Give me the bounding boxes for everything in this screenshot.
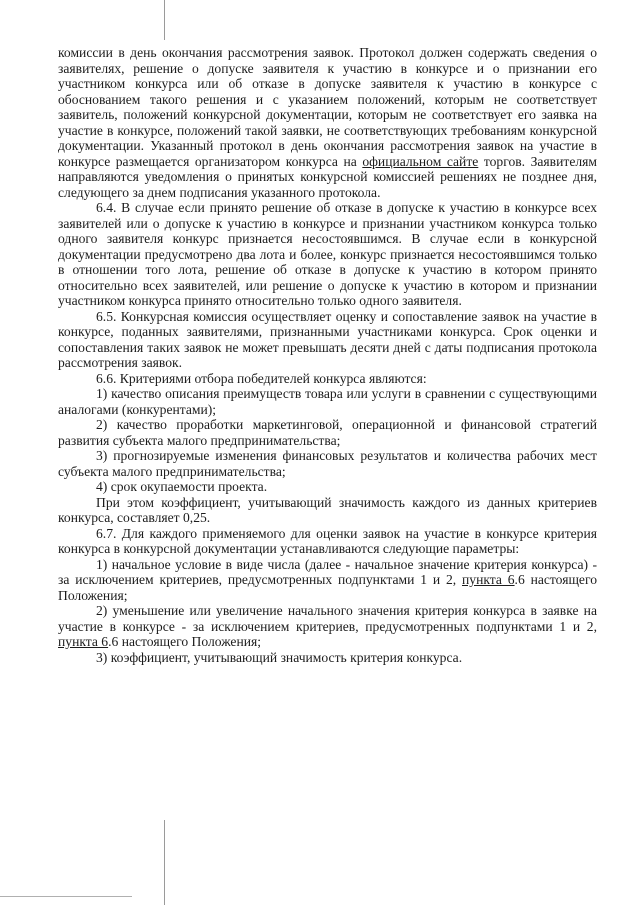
text-run: 6.6. Критериями отбора победителей конкурса являются: bbox=[96, 370, 427, 386]
underlined-reference: официальном сайте bbox=[362, 153, 479, 169]
text-run: торгов. Заявителям направляются уведомления о принятых конкурсной комиссией решениях не позднее дня, следующего за днем подписания указанного протокола. bbox=[58, 153, 597, 200]
text-run: 6.5. Конкурсная комиссия осуществляет оценку и сопоставление заявок на участие в конкурсе, поданных заявителями, признанными участниками конкурса. Срок оценки и сопоставления таких заявок не может превышать десяти дней с даты подписания протокола рассмотрения заявок. bbox=[58, 308, 597, 370]
text-run: 3) коэффициент, учитывающий значимость критерия конкурса. bbox=[96, 649, 463, 665]
paragraph-p6 bbox=[58, 448, 597, 479]
text-run: 2) качество проработки маркетинговой, операционной и финансовой стратегий развития субъекта малого предпринимательства; bbox=[58, 417, 597, 448]
paragraph-p1 bbox=[58, 200, 597, 309]
paragraph-p4 bbox=[58, 386, 597, 417]
underlined-reference: пункта 6 bbox=[58, 634, 109, 649]
text-run: 6.4. В случае если принято решение об отказе в допуске к участию в конкурсе всех заявителей или о допуске к участию в конкурсе и признании участником конкурса только одного заявителя конкурс признается несостоявшимся. В случае если в конкурсной документации предусмотрено два лота и более, конкурс признается несостоявшимся только в отношении того лота, решение об отказе в допуске к участию в котором принято относительно всех заявителей, или решение о допуске к участию в котором и признании участником конкурса принято относительно только одного заявителя. bbox=[58, 200, 597, 308]
paragraph-p3 bbox=[58, 371, 597, 387]
scan-fold-line bbox=[164, 0, 165, 40]
text-run: 1) качество описания преимуществ товара или услуги в сравнении с существующими аналогами (конкурентами); bbox=[58, 386, 597, 417]
paragraph-p7 bbox=[58, 479, 597, 495]
text-run: 6.7. Для каждого применяемого для оценки заявок на участие в конкурсе критерия конкурса в конкурсной документации устанавливаются следующие параметры: bbox=[58, 525, 597, 556]
text-run: 4) срок окупаемости проекта. bbox=[96, 479, 268, 494]
page-bottom-rule bbox=[0, 896, 132, 897]
scan-fold-line bbox=[164, 820, 165, 905]
paragraph-p12 bbox=[58, 650, 597, 666]
underlined-reference: пункта 6 bbox=[462, 572, 515, 587]
text-run: 1) начальное условие в виде числа (далее - начальное значение критерия конкурса) - за исключением критериев, предусмотренных подпунктами 1 и 2, bbox=[58, 556, 597, 587]
paragraph-p2 bbox=[58, 309, 597, 371]
text-run: .6 настоящего Положения; bbox=[108, 634, 262, 649]
paragraph-p5 bbox=[58, 417, 597, 448]
paragraph-p8 bbox=[58, 495, 597, 526]
text-run: комиссии в день окончания рассмотрения заявок. Протокол должен содержать сведения о заявителях, решение о допуске заявителя к участию в конкурсе и о признании его участником конкурса или об отказе в допуске заявителя к участию в конкурсе с обоснованием такого решения и с указанием положений, которым не соответствует заявитель, положений конкурсной документации, которым не соответствует его заявка на участие в конкурсе, положений такой заявки, не соответствующих требованиям конкурсной документации. Указанный протокол в день окончания рассмотрения заявок на участие в конкурсе размещается организатором конкурса на bbox=[58, 45, 597, 169]
text-run: .6 настоящего Положения; bbox=[58, 572, 598, 603]
text-run: 2) уменьшение или увеличение начального значения критерия конкурса в заявке на участие в конкурсе - за исключением критериев, предусмотренных подпунктами 1 и 2, bbox=[58, 603, 597, 634]
document-body bbox=[58, 45, 597, 665]
paragraph-p11 bbox=[58, 603, 597, 650]
paragraph-p0 bbox=[58, 45, 597, 200]
text-run: При этом коэффициент, учитывающий значимость каждого из данных критериев конкурса, составляет 0,25. bbox=[58, 494, 597, 525]
paragraph-p10 bbox=[58, 557, 597, 604]
paragraph-p9 bbox=[58, 526, 597, 557]
text-run: 3) прогнозируемые изменения финансовых результатов и количества рабочих мест субъекта малого предпринимательства; bbox=[58, 448, 597, 479]
